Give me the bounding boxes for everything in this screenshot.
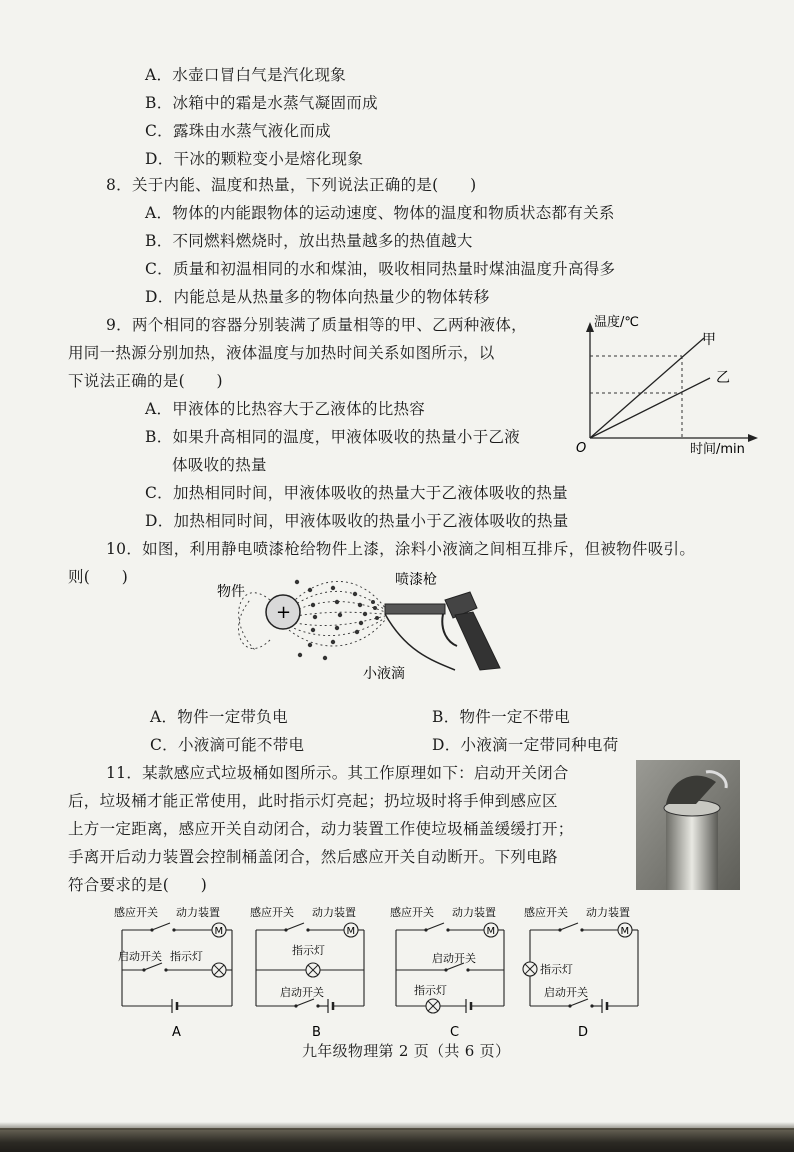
label-motor-a: 动力装置 — [176, 906, 220, 919]
page-footer: 九年级物理第 2 页（共 6 页） — [302, 1042, 511, 1060]
label-motor-c: 动力装置 — [452, 906, 496, 919]
label-sense-b: 感应开关 — [250, 906, 294, 919]
label-lamp-c: 指示灯 — [414, 984, 447, 997]
switch-blade — [426, 923, 444, 930]
label-start-b: 启动开关 — [280, 986, 324, 999]
q8-option-a: A．物体的内能跟物体的运动速度、物体的温度和物质状态都有关系 — [145, 204, 615, 222]
graph-label-jia: 甲 — [702, 332, 716, 348]
trash-bin-photo — [636, 760, 740, 890]
label-lamp-a: 指示灯 — [170, 950, 203, 963]
choice-label-b: B — [312, 1025, 321, 1040]
graph-x-label: 时间/min — [690, 442, 745, 457]
q7-option-a: A．水壶口冒白气是汽化现象 — [145, 66, 347, 84]
q10-option-b: B．物件一定不带电 — [432, 708, 571, 726]
q8-option-b: B．不同燃料燃烧时，放出热量越多的热值越大 — [145, 232, 473, 250]
q10-spray-gun-figure — [215, 560, 515, 690]
label-spray-gun: 喷漆枪 — [395, 572, 437, 588]
q8-option-c: C．质量和初温相同的水和煤油，吸收相同热量时煤油温度升高得多 — [145, 260, 616, 278]
q10-stem-2: 则( ) — [68, 568, 129, 586]
q10-option-a: A．物件一定带负电 — [150, 708, 288, 726]
q11-stem-2: 后，垃圾桶才能正常使用，此时指示灯亮起；扔垃圾时将手伸到感应区 — [68, 792, 558, 810]
q9-option-b-cont: 体吸收的热量 — [172, 456, 267, 474]
q11-stem-4: 手离开后动力装置会控制桶盖闭合，然后感应开关自动断开。下列电路 — [68, 848, 558, 866]
q11-stem-1: 11．某款感应式垃圾桶如图所示。其工作原理如下：启动开关闭合 — [106, 764, 569, 782]
field-lines — [239, 581, 385, 650]
label-sense-c: 感应开关 — [390, 906, 434, 919]
graph-x-arrow — [748, 434, 758, 442]
q11-stem-5: 符合要求的是( ) — [68, 876, 208, 894]
label-lamp-d: 指示灯 — [540, 963, 573, 976]
q9-option-b: B．如果升高相同的温度，甲液体吸收的热量小于乙液 — [145, 428, 521, 446]
q9-stem-2: 用同一热源分别加热，液体温度与加热时间关系如图所示，以 — [68, 344, 495, 362]
label-sense-d: 感应开关 — [524, 906, 568, 919]
scan-bottom-edge — [0, 1128, 794, 1152]
q7-option-c: C．露珠由水蒸气液化而成 — [145, 122, 331, 140]
q11-circuit-options — [110, 898, 680, 1044]
choice-label-a: A — [172, 1025, 181, 1040]
choice-label-c: C — [450, 1025, 460, 1040]
object-plus-sign: + — [276, 602, 292, 623]
q10-option-d: D．小液滴一定带同种电荷 — [432, 736, 619, 754]
q9-stem-1: 9．两个相同的容器分别装满了质量相等的甲、乙两种液体， — [106, 316, 527, 334]
q10-stem: 10．如图，利用静电喷漆枪给物件上漆，涂料小液滴之间相互排斥，但被物件吸引。 — [106, 540, 696, 558]
choice-label-d: D — [578, 1025, 589, 1040]
switch-blade — [570, 999, 588, 1006]
q9-temperature-graph — [572, 310, 772, 460]
q7-option-d: D．干冰的颗粒变小是熔化现象 — [145, 150, 364, 168]
graph-y-arrow — [586, 322, 594, 332]
label-start-a: 启动开关 — [118, 950, 162, 963]
graph-line-yi — [590, 378, 710, 438]
motor-letter: M — [486, 926, 496, 937]
switch-blade — [144, 963, 162, 970]
switch-blade — [286, 923, 304, 930]
q10-option-c: C．小液滴可能不带电 — [150, 736, 305, 754]
label-start-d: 启动开关 — [544, 986, 588, 999]
label-sense-a: 感应开关 — [114, 906, 158, 919]
q11-stem-3: 上方一定距离，感应开关自动闭合，动力装置工作使垃圾桶盖缓缓打开； — [68, 820, 574, 838]
motor-letter: M — [214, 926, 224, 937]
graph-origin: O — [576, 441, 587, 456]
graph-line-jia — [590, 338, 704, 438]
label-object: 物件 — [217, 584, 245, 600]
motor-letter: M — [346, 926, 356, 937]
switch-blade — [296, 999, 314, 1006]
label-motor-b: 动力装置 — [312, 906, 356, 919]
label-lamp-b: 指示灯 — [292, 944, 325, 957]
q8-option-d: D．内能总是从热量多的物体向热量少的物体转移 — [145, 288, 490, 306]
label-start-c: 启动开关 — [432, 952, 476, 965]
spray-gun — [385, 592, 500, 670]
motor-letter: M — [620, 926, 630, 937]
switch-blade — [560, 923, 578, 930]
graph-label-yi: 乙 — [716, 370, 730, 386]
label-droplet: 小液滴 — [363, 666, 405, 682]
q9-stem-3: 下说法正确的是( ) — [68, 372, 223, 390]
switch-blade — [152, 923, 170, 930]
q8-stem: 8．关于内能、温度和热量，下列说法正确的是( ) — [106, 176, 477, 194]
label-motor-d: 动力装置 — [586, 906, 630, 919]
q9-option-a: A．甲液体的比热容大于乙液体的比热容 — [145, 400, 426, 418]
paint-droplets — [295, 580, 379, 660]
q9-option-c: C．加热相同时间，甲液体吸收的热量大于乙液体吸收的热量 — [145, 484, 568, 502]
graph-y-label: 温度/℃ — [594, 315, 639, 330]
q7-option-b: B．冰箱中的霜是水蒸气凝固而成 — [145, 94, 378, 112]
q9-option-d: D．加热相同时间，甲液体吸收的热量小于乙液体吸收的热量 — [145, 512, 569, 530]
